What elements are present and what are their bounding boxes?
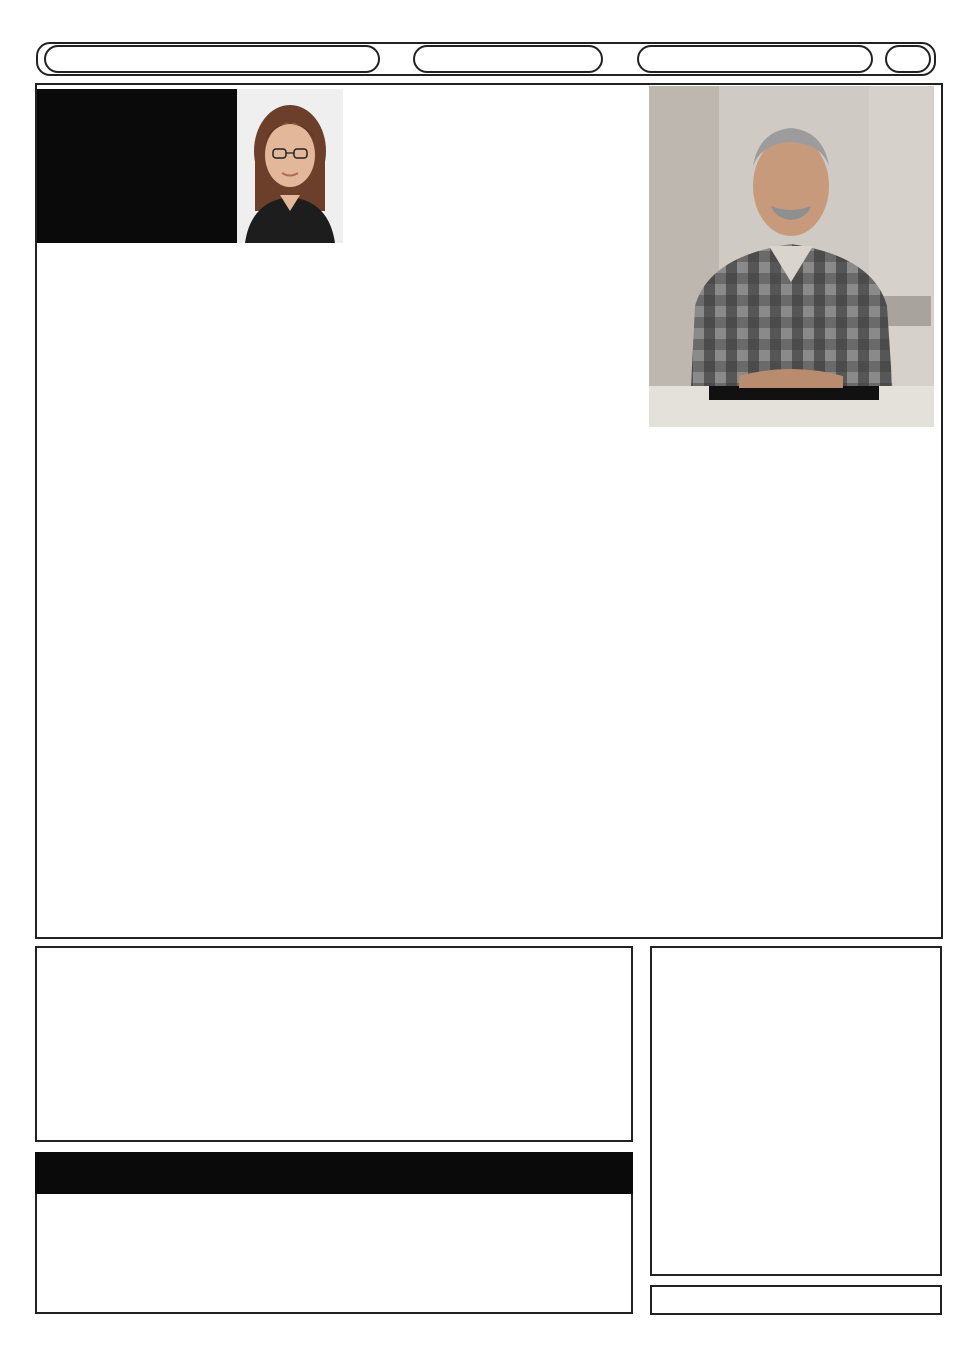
- page-number: [885, 45, 931, 73]
- author-portrait-image: [237, 89, 343, 243]
- ad-land-title-band: [35, 1152, 633, 1194]
- title-block: [37, 89, 237, 243]
- issue-date: [413, 45, 603, 73]
- article-column-1: [40, 263, 340, 933]
- interviewee-photo: [649, 86, 934, 427]
- ad-rental-apartment: [35, 946, 633, 1142]
- ad-apartment-sale: [650, 946, 942, 1276]
- police-notice: [650, 1285, 942, 1315]
- paper-name-pill: [44, 45, 380, 73]
- article-column-2: [345, 89, 635, 933]
- interviewee-portrait-image: [649, 86, 934, 427]
- article-column-3: [648, 434, 932, 932]
- author-photo: [237, 89, 343, 243]
- website-link[interactable]: [637, 45, 873, 73]
